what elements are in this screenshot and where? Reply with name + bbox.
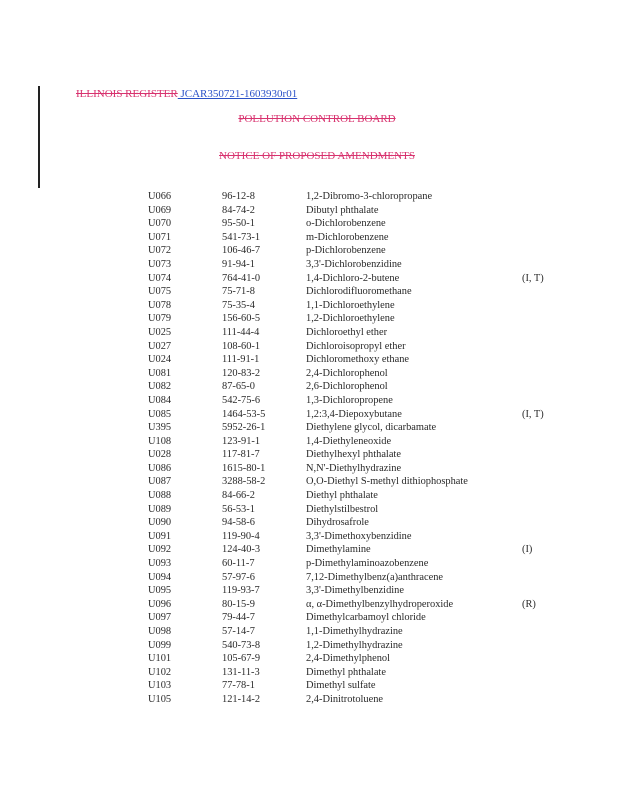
waste-code: U027	[148, 340, 172, 352]
cas-number: 57-14-7	[222, 626, 255, 637]
change-bar	[38, 86, 40, 188]
waste-code: U096	[148, 598, 172, 610]
substance-name: Diethylstilbestrol	[306, 503, 379, 515]
cas-number: 1615-80-1	[222, 462, 266, 474]
cas-number: 80-15-9	[222, 598, 255, 610]
cas-number: 5952-26-1	[222, 422, 266, 434]
substance-name: 1,2-Dichloroethylene	[306, 313, 395, 325]
cas-number: 123-91-1	[222, 435, 261, 447]
substance-name: 1,1-Dichloroethylene	[306, 299, 395, 311]
substance-name: 3,3'-Dichlorobenzidine	[306, 258, 402, 270]
cas-number: 119-93-7	[222, 585, 260, 597]
substance-name: Dichloroisopropyl ether	[306, 340, 406, 352]
waste-code: U075	[148, 286, 172, 298]
waste-code: U103	[148, 680, 172, 692]
waste-code: U095	[148, 585, 172, 597]
waste-code: U081	[148, 367, 172, 379]
waste-code: U099	[148, 639, 172, 651]
cas-number: 1464-53-5	[222, 408, 266, 420]
substance-name: Dimethyl sulfate	[306, 680, 376, 692]
cas-number: 60-11-7	[222, 558, 255, 570]
substance-name: 3,3'-Dimethoxybenzidine	[306, 530, 412, 542]
substance-name: Diethylhexyl phthalate	[306, 449, 401, 461]
substance-name: 1,2-Dibromo-3-chloropropane	[306, 191, 433, 202]
hazard-code: (I)	[522, 544, 533, 556]
waste-code: U078	[148, 299, 172, 311]
substance-name: o-Dichlorobenzene	[306, 218, 386, 230]
substance-name: 1,2:3,4-Diepoxybutane	[306, 408, 402, 420]
register-title-struck: ILLINOIS REGISTER	[76, 88, 178, 100]
waste-code: U085	[148, 408, 172, 420]
substance-name: Diethyl phthalate	[306, 490, 378, 502]
cas-number: 542-75-6	[222, 394, 261, 406]
waste-code: U092	[148, 544, 172, 556]
waste-code: U070	[148, 218, 172, 230]
substance-name: Dibutyl phthalate	[306, 204, 379, 216]
cas-number: 105-67-9	[222, 653, 261, 665]
substance-name: Dichloroethyl ether	[306, 326, 388, 338]
waste-code: U084	[148, 394, 172, 406]
substance-name: Dimethylcarbamoyl chloride	[306, 612, 426, 624]
waste-code: U098	[148, 626, 172, 637]
waste-code: U105	[148, 693, 172, 705]
cas-number: 96-12-8	[222, 191, 255, 202]
substance-name: Dichlorodifluoromethane	[306, 286, 412, 298]
substance-name: 1,4-Diethyleneoxide	[306, 435, 392, 447]
substance-name: Dihydrosafrole	[306, 517, 369, 529]
waste-code: U086	[148, 462, 172, 474]
waste-code: U073	[148, 258, 172, 270]
notice-title-struck: NOTICE OF PROPOSED AMENDMENTS	[219, 150, 415, 162]
substance-name: p-Dichlorobenzene	[306, 245, 386, 257]
cas-number: 541-73-1	[222, 231, 261, 243]
waste-code: U024	[148, 354, 172, 366]
waste-code: U091	[148, 530, 172, 542]
substance-name: Dimethylamine	[306, 544, 371, 556]
cas-number: 57-97-6	[222, 571, 255, 583]
cas-number: 131-11-3	[222, 666, 260, 678]
waste-code: U395	[148, 422, 172, 434]
cas-number: 87-65-0	[222, 381, 255, 393]
hazard-code: (I, T)	[522, 408, 544, 420]
cas-number: 84-74-2	[222, 204, 255, 216]
substance-name: 7,12-Dimethylbenz(a)anthracene	[306, 571, 444, 583]
cas-number: 94-58-6	[222, 517, 255, 529]
substance-name: Diethylene glycol, dicarbamate	[306, 422, 437, 434]
cas-number: 764-41-0	[222, 272, 261, 284]
waste-code: U094	[148, 571, 172, 583]
substance-name: α, α-Dimethylbenzylhydroperoxide	[306, 598, 454, 610]
waste-code: U074	[148, 272, 172, 284]
substance-name: p-Dimethylaminoazobenzene	[306, 558, 429, 570]
notice-header	[0, 150, 624, 162]
cas-number: 91-94-1	[222, 258, 255, 270]
cas-number: 3288-58-2	[222, 476, 266, 488]
cas-number: 84-66-2	[222, 490, 255, 502]
substance-name: Dimethyl phthalate	[306, 666, 386, 678]
register-header	[76, 88, 297, 100]
waste-code: U066	[148, 191, 172, 202]
cas-number: 111-44-4	[222, 326, 260, 338]
cas-number: 540-73-8	[222, 639, 261, 651]
cas-number: 121-14-2	[222, 693, 261, 705]
waste-code: U071	[148, 231, 172, 243]
substance-name: 2,4-Dimethylphenol	[306, 653, 390, 665]
board-title-struck: POLLUTION CONTROL BOARD	[238, 113, 396, 125]
substance-name: 1,1-Dimethylhydrazine	[306, 626, 403, 637]
substance-name: m-Dichlorobenzene	[306, 231, 389, 243]
waste-code: U088	[148, 490, 172, 502]
cas-number: 111-91-1	[222, 354, 260, 366]
cas-number: 124-40-3	[222, 544, 261, 556]
substance-name: Dichloromethoxy ethane	[306, 354, 410, 366]
substance-name: 1,2-Dimethylhydrazine	[306, 639, 403, 651]
waste-code: U108	[148, 435, 172, 447]
substance-name: 2,4-Dichlorophenol	[306, 367, 388, 379]
cas-number: 95-50-1	[222, 218, 255, 230]
waste-code: U087	[148, 476, 172, 488]
substance-name: 3,3'-Dimethylbenzidine	[306, 585, 404, 597]
substance-name: 1,4-Dichloro-2-butene	[306, 272, 400, 284]
waste-code: U025	[148, 326, 172, 338]
hazard-code: (I, T)	[522, 272, 544, 284]
cas-number: 56-53-1	[222, 503, 255, 515]
substance-name: 2,4-Dinitrotoluene	[306, 693, 384, 705]
waste-code: U072	[148, 245, 172, 257]
waste-code: U090	[148, 517, 172, 529]
substance-name: 2,6-Dichlorophenol	[306, 381, 388, 393]
substance-name: O,O-Diethyl S-methyl dithiophosphate	[306, 476, 468, 488]
cas-number: 117-81-7	[222, 449, 260, 461]
cas-number: 119-90-4	[222, 530, 260, 542]
waste-code: U089	[148, 503, 172, 515]
cas-number: 75-35-4	[222, 299, 255, 311]
register-code-inserted: JCAR350721-1603930r01	[180, 88, 298, 100]
cas-number: 75-71-8	[222, 286, 255, 298]
waste-code: U097	[148, 612, 172, 624]
waste-code: U082	[148, 381, 172, 393]
waste-code: U093	[148, 558, 172, 570]
substance-name: N,N'-Diethylhydrazine	[306, 462, 402, 474]
waste-code: U101	[148, 653, 172, 665]
waste-code: U069	[148, 204, 172, 216]
hazard-code: (R)	[522, 598, 536, 610]
waste-code: U028	[148, 449, 172, 461]
cas-number: 77-78-1	[222, 680, 255, 692]
substance-name: 1,3-Dichloropropene	[306, 394, 393, 406]
cas-number: 108-60-1	[222, 340, 261, 352]
board-header	[0, 113, 624, 125]
cas-number: 106-46-7	[222, 245, 261, 257]
waste-code: U102	[148, 666, 172, 678]
waste-code: U079	[148, 313, 172, 325]
cas-number: 120-83-2	[222, 367, 261, 379]
cas-number: 79-44-7	[222, 612, 255, 624]
cas-number: 156-60-5	[222, 313, 261, 325]
